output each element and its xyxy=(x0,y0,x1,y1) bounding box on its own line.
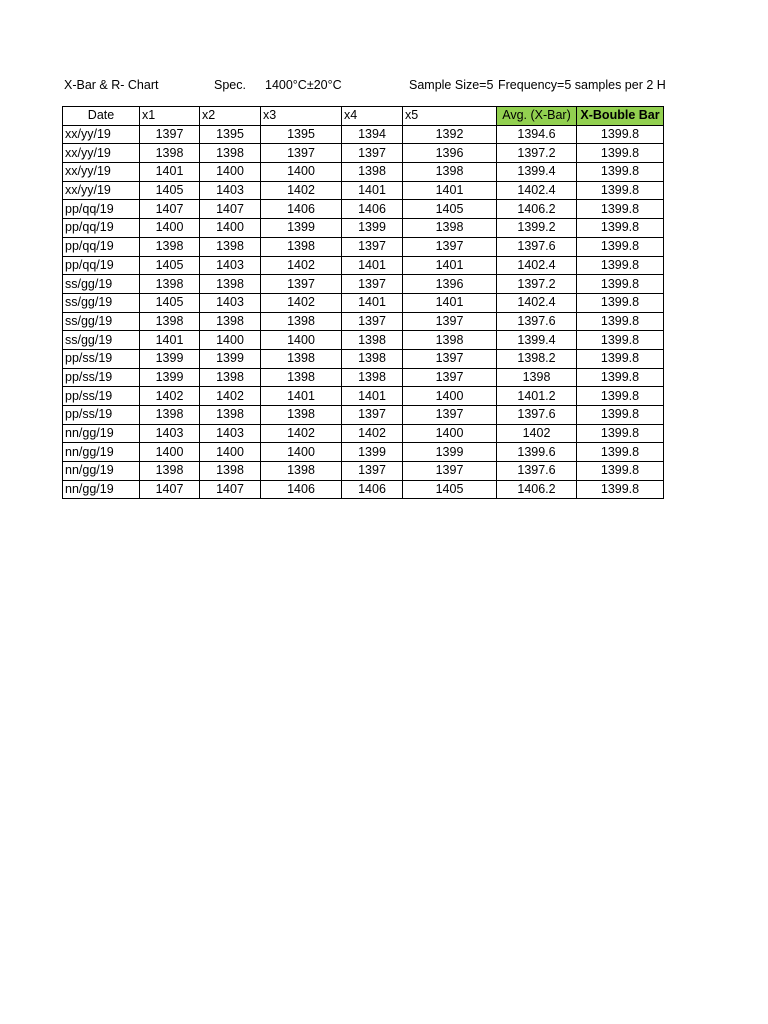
cell-avg-xbar: 1398 xyxy=(497,368,577,387)
cell-x4: 1401 xyxy=(342,256,403,275)
cell-avg-xbar: 1401.2 xyxy=(497,387,577,406)
cell-x4: 1398 xyxy=(342,349,403,368)
cell-x1: 1398 xyxy=(140,275,200,294)
cell-x2: 1400 xyxy=(200,331,261,350)
cell-x4: 1397 xyxy=(342,462,403,481)
cell-x-double-bar: 1399.8 xyxy=(577,424,664,443)
cell-x3: 1397 xyxy=(261,275,342,294)
cell-x5: 1397 xyxy=(403,368,497,387)
cell-x3: 1395 xyxy=(261,125,342,144)
table-row xyxy=(63,237,664,256)
cell-date: xx/yy/19 xyxy=(63,181,140,200)
cell-date: nn/gg/19 xyxy=(63,480,140,499)
column-header-x1: x1 xyxy=(140,107,200,126)
column-header-x5: x5 xyxy=(403,107,497,126)
cell-x-double-bar: 1399.8 xyxy=(577,312,664,331)
cell-date: pp/qq/19 xyxy=(63,237,140,256)
cell-x4: 1398 xyxy=(342,163,403,182)
cell-x-double-bar: 1399.8 xyxy=(577,406,664,425)
cell-avg-xbar: 1394.6 xyxy=(497,125,577,144)
cell-x2: 1398 xyxy=(200,406,261,425)
cell-x-double-bar: 1399.8 xyxy=(577,293,664,312)
cell-avg-xbar: 1397.2 xyxy=(497,275,577,294)
cell-x-double-bar: 1399.8 xyxy=(577,368,664,387)
cell-x3: 1400 xyxy=(261,443,342,462)
cell-date: xx/yy/19 xyxy=(63,144,140,163)
cell-x3: 1399 xyxy=(261,219,342,238)
cell-avg-xbar: 1399.4 xyxy=(497,331,577,350)
cell-x2: 1398 xyxy=(200,275,261,294)
cell-x1: 1400 xyxy=(140,443,200,462)
cell-x2: 1407 xyxy=(200,200,261,219)
cell-date: nn/gg/19 xyxy=(63,443,140,462)
cell-x2: 1402 xyxy=(200,387,261,406)
cell-date: pp/qq/19 xyxy=(63,219,140,238)
cell-avg-xbar: 1406.2 xyxy=(497,480,577,499)
cell-x4: 1402 xyxy=(342,424,403,443)
cell-x3: 1398 xyxy=(261,368,342,387)
cell-x5: 1397 xyxy=(403,349,497,368)
cell-x1: 1398 xyxy=(140,312,200,331)
cell-x5: 1396 xyxy=(403,144,497,163)
cell-x1: 1405 xyxy=(140,256,200,275)
cell-x-double-bar: 1399.8 xyxy=(577,462,664,481)
cell-x5: 1401 xyxy=(403,293,497,312)
cell-x2: 1403 xyxy=(200,293,261,312)
measurement-table xyxy=(62,106,664,499)
cell-x2: 1398 xyxy=(200,312,261,331)
cell-date: pp/ss/19 xyxy=(63,406,140,425)
cell-x5: 1400 xyxy=(403,387,497,406)
column-header-x2: x2 xyxy=(200,107,261,126)
cell-x1: 1407 xyxy=(140,480,200,499)
cell-avg-xbar: 1402.4 xyxy=(497,293,577,312)
column-header-x3: x3 xyxy=(261,107,342,126)
cell-x3: 1397 xyxy=(261,144,342,163)
cell-x5: 1398 xyxy=(403,219,497,238)
cell-x1: 1407 xyxy=(140,200,200,219)
cell-x-double-bar: 1399.8 xyxy=(577,331,664,350)
table-row xyxy=(63,219,664,238)
cell-x4: 1401 xyxy=(342,387,403,406)
cell-x3: 1406 xyxy=(261,480,342,499)
cell-x5: 1397 xyxy=(403,406,497,425)
table-row xyxy=(63,480,664,499)
cell-x-double-bar: 1399.8 xyxy=(577,181,664,200)
cell-x4: 1397 xyxy=(342,237,403,256)
cell-avg-xbar: 1398.2 xyxy=(497,349,577,368)
cell-date: pp/qq/19 xyxy=(63,256,140,275)
table-header-row xyxy=(63,107,664,126)
cell-x2: 1400 xyxy=(200,219,261,238)
column-header-x4: x4 xyxy=(342,107,403,126)
cell-x1: 1402 xyxy=(140,387,200,406)
cell-x-double-bar: 1399.8 xyxy=(577,387,664,406)
cell-x3: 1398 xyxy=(261,406,342,425)
column-header-x-double-bar: X-Bouble Bar xyxy=(577,107,664,126)
cell-avg-xbar: 1397.6 xyxy=(497,237,577,256)
cell-x1: 1405 xyxy=(140,293,200,312)
cell-date: nn/gg/19 xyxy=(63,424,140,443)
cell-x4: 1397 xyxy=(342,312,403,331)
cell-date: ss/gg/19 xyxy=(63,331,140,350)
cell-x-double-bar: 1399.8 xyxy=(577,480,664,499)
cell-date: pp/qq/19 xyxy=(63,200,140,219)
cell-avg-xbar: 1397.6 xyxy=(497,406,577,425)
cell-x3: 1398 xyxy=(261,462,342,481)
cell-x5: 1398 xyxy=(403,163,497,182)
cell-x2: 1398 xyxy=(200,462,261,481)
cell-x1: 1398 xyxy=(140,237,200,256)
cell-date: ss/gg/19 xyxy=(63,312,140,331)
cell-x-double-bar: 1399.8 xyxy=(577,200,664,219)
sheet-title: X-Bar & R- Chart xyxy=(64,78,159,92)
cell-x3: 1398 xyxy=(261,237,342,256)
cell-x5: 1405 xyxy=(403,480,497,499)
cell-x4: 1398 xyxy=(342,331,403,350)
cell-x4: 1397 xyxy=(342,275,403,294)
cell-x3: 1401 xyxy=(261,387,342,406)
table-row xyxy=(63,406,664,425)
cell-x5: 1401 xyxy=(403,256,497,275)
cell-x2: 1399 xyxy=(200,349,261,368)
spec-value: 1400°C±20°C xyxy=(265,78,342,92)
cell-x-double-bar: 1399.8 xyxy=(577,125,664,144)
table-row xyxy=(63,256,664,275)
cell-date: pp/ss/19 xyxy=(63,368,140,387)
cell-x-double-bar: 1399.8 xyxy=(577,256,664,275)
cell-x3: 1402 xyxy=(261,181,342,200)
cell-x5: 1392 xyxy=(403,125,497,144)
table-row xyxy=(63,200,664,219)
cell-avg-xbar: 1399.6 xyxy=(497,443,577,462)
cell-x5: 1400 xyxy=(403,424,497,443)
cell-x4: 1399 xyxy=(342,443,403,462)
cell-x4: 1394 xyxy=(342,125,403,144)
cell-x1: 1398 xyxy=(140,462,200,481)
cell-date: xx/yy/19 xyxy=(63,125,140,144)
cell-x2: 1395 xyxy=(200,125,261,144)
cell-x4: 1397 xyxy=(342,144,403,163)
cell-x5: 1397 xyxy=(403,237,497,256)
cell-x3: 1398 xyxy=(261,349,342,368)
cell-avg-xbar: 1397.6 xyxy=(497,462,577,481)
cell-date: pp/ss/19 xyxy=(63,387,140,406)
table-row xyxy=(63,312,664,331)
cell-x1: 1405 xyxy=(140,181,200,200)
cell-x1: 1400 xyxy=(140,219,200,238)
cell-x4: 1401 xyxy=(342,181,403,200)
cell-x2: 1403 xyxy=(200,256,261,275)
cell-x3: 1400 xyxy=(261,163,342,182)
cell-x3: 1402 xyxy=(261,256,342,275)
cell-x2: 1400 xyxy=(200,163,261,182)
cell-avg-xbar: 1397.2 xyxy=(497,144,577,163)
table-row xyxy=(63,424,664,443)
cell-avg-xbar: 1397.6 xyxy=(497,312,577,331)
cell-x3: 1402 xyxy=(261,424,342,443)
cell-x1: 1399 xyxy=(140,349,200,368)
cell-x-double-bar: 1399.8 xyxy=(577,349,664,368)
cell-x2: 1398 xyxy=(200,144,261,163)
cell-avg-xbar: 1399.2 xyxy=(497,219,577,238)
cell-x5: 1405 xyxy=(403,200,497,219)
cell-x2: 1407 xyxy=(200,480,261,499)
table-row xyxy=(63,181,664,200)
table-row xyxy=(63,387,664,406)
cell-x5: 1398 xyxy=(403,331,497,350)
cell-x-double-bar: 1399.8 xyxy=(577,275,664,294)
cell-x4: 1406 xyxy=(342,200,403,219)
cell-x-double-bar: 1399.8 xyxy=(577,144,664,163)
cell-x4: 1401 xyxy=(342,293,403,312)
cell-date: ss/gg/19 xyxy=(63,293,140,312)
cell-x5: 1399 xyxy=(403,443,497,462)
cell-date: nn/gg/19 xyxy=(63,462,140,481)
cell-x2: 1403 xyxy=(200,181,261,200)
cell-x1: 1397 xyxy=(140,125,200,144)
cell-date: xx/yy/19 xyxy=(63,163,140,182)
cell-x4: 1398 xyxy=(342,368,403,387)
cell-avg-xbar: 1402 xyxy=(497,424,577,443)
cell-x3: 1402 xyxy=(261,293,342,312)
cell-x5: 1397 xyxy=(403,312,497,331)
table-row xyxy=(63,443,664,462)
cell-x-double-bar: 1399.8 xyxy=(577,219,664,238)
cell-date: ss/gg/19 xyxy=(63,275,140,294)
cell-x5: 1396 xyxy=(403,275,497,294)
cell-date: pp/ss/19 xyxy=(63,349,140,368)
table-row xyxy=(63,163,664,182)
cell-x3: 1400 xyxy=(261,331,342,350)
cell-x3: 1406 xyxy=(261,200,342,219)
table-row xyxy=(63,125,664,144)
cell-avg-xbar: 1406.2 xyxy=(497,200,577,219)
cell-x1: 1401 xyxy=(140,331,200,350)
cell-x2: 1398 xyxy=(200,368,261,387)
cell-avg-xbar: 1399.4 xyxy=(497,163,577,182)
cell-x5: 1401 xyxy=(403,181,497,200)
column-header-date: Date xyxy=(63,107,140,126)
spec-label: Spec. xyxy=(214,78,246,92)
table-row xyxy=(63,144,664,163)
table-row xyxy=(63,349,664,368)
table-row xyxy=(63,275,664,294)
cell-x-double-bar: 1399.8 xyxy=(577,237,664,256)
cell-x3: 1398 xyxy=(261,312,342,331)
cell-avg-xbar: 1402.4 xyxy=(497,256,577,275)
sampling-frequency: Frequency=5 samples per 2 H xyxy=(498,78,666,92)
cell-x1: 1403 xyxy=(140,424,200,443)
table-row xyxy=(63,368,664,387)
cell-x2: 1398 xyxy=(200,237,261,256)
cell-x1: 1398 xyxy=(140,144,200,163)
cell-x1: 1401 xyxy=(140,163,200,182)
table-row xyxy=(63,462,664,481)
cell-x4: 1406 xyxy=(342,480,403,499)
cell-x2: 1403 xyxy=(200,424,261,443)
cell-x4: 1397 xyxy=(342,406,403,425)
cell-x-double-bar: 1399.8 xyxy=(577,163,664,182)
cell-x1: 1398 xyxy=(140,406,200,425)
table-row xyxy=(63,293,664,312)
cell-avg-xbar: 1402.4 xyxy=(497,181,577,200)
cell-x2: 1400 xyxy=(200,443,261,462)
cell-x1: 1399 xyxy=(140,368,200,387)
cell-x5: 1397 xyxy=(403,462,497,481)
sample-size: Sample Size=5 xyxy=(409,78,494,92)
column-header-avg-xbar: Avg. (X-Bar) xyxy=(497,107,577,126)
table-row xyxy=(63,331,664,350)
cell-x-double-bar: 1399.8 xyxy=(577,443,664,462)
cell-x4: 1399 xyxy=(342,219,403,238)
